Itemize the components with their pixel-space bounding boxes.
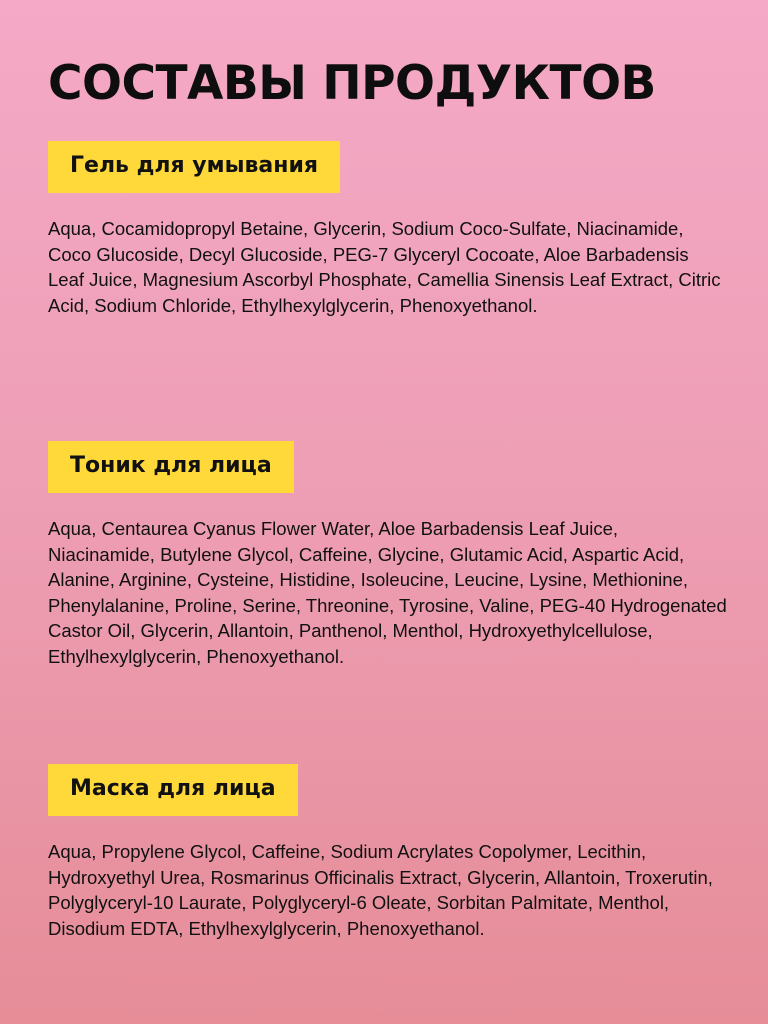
product-section-face-wash [48,141,728,318]
product-section-mask [48,764,728,941]
product-section-toner [48,441,728,669]
product-name-badge: Тоник для лица [48,441,294,493]
page-title: СОСТАВЫ ПРОДУКТОВ [48,56,656,111]
ingredients-text: Aqua, Cocamidopropyl Betaine, Glycerin, Sodium Coco-Sulfate, Niacinamide, Coco Glucoside, Decyl Glucoside, PEG-7 Glyceryl Cocoate, Aloe Barbadensis Leaf Juice, Magnesium Ascorbyl Phosphate, Camellia Sinensis Leaf Extract, Citric Acid, Sodium Chloride, Ethylhexylglycerin, Phenoxyethanol. [48,218,721,316]
ingredients-text: Aqua, Propylene Glycol, Caffeine, Sodium Acrylates Copolymer, Lecithin, Hydroxyethyl Urea, Rosmarinus Officinalis Extract, Glycerin, Allantoin, Troxerutin, Polyglyceryl-10 Laurate, Polyglyceryl-6 Oleate, Sorbitan Palmitate, Menthol, Disodium EDTA, Ethylhexylglycerin, Phenoxyethanol. [48,841,713,939]
product-name-badge: Гель для умывания [48,141,340,193]
product-name-badge: Маска для лица [48,764,298,816]
ingredients-text: Aqua, Centaurea Cyanus Flower Water, Aloe Barbadensis Leaf Juice, Niacinamide, Butylene Glycol, Caffeine, Glycine, Glutamic Acid, Aspartic Acid, Alanine, Arginine, Cysteine, Histidine, Isoleucine, Leucine, Lysine, Methionine, Phenylalanine, Proline, Serine, Threonine, Tyrosine, Valine, PEG-40 Hydrogenated Castor Oil, Glycerin, Allantoin, Panthenol, Menthol, Hydroxyethylcellulose, Ethylhexylglycerin, Phenoxyethanol. [48,518,727,667]
